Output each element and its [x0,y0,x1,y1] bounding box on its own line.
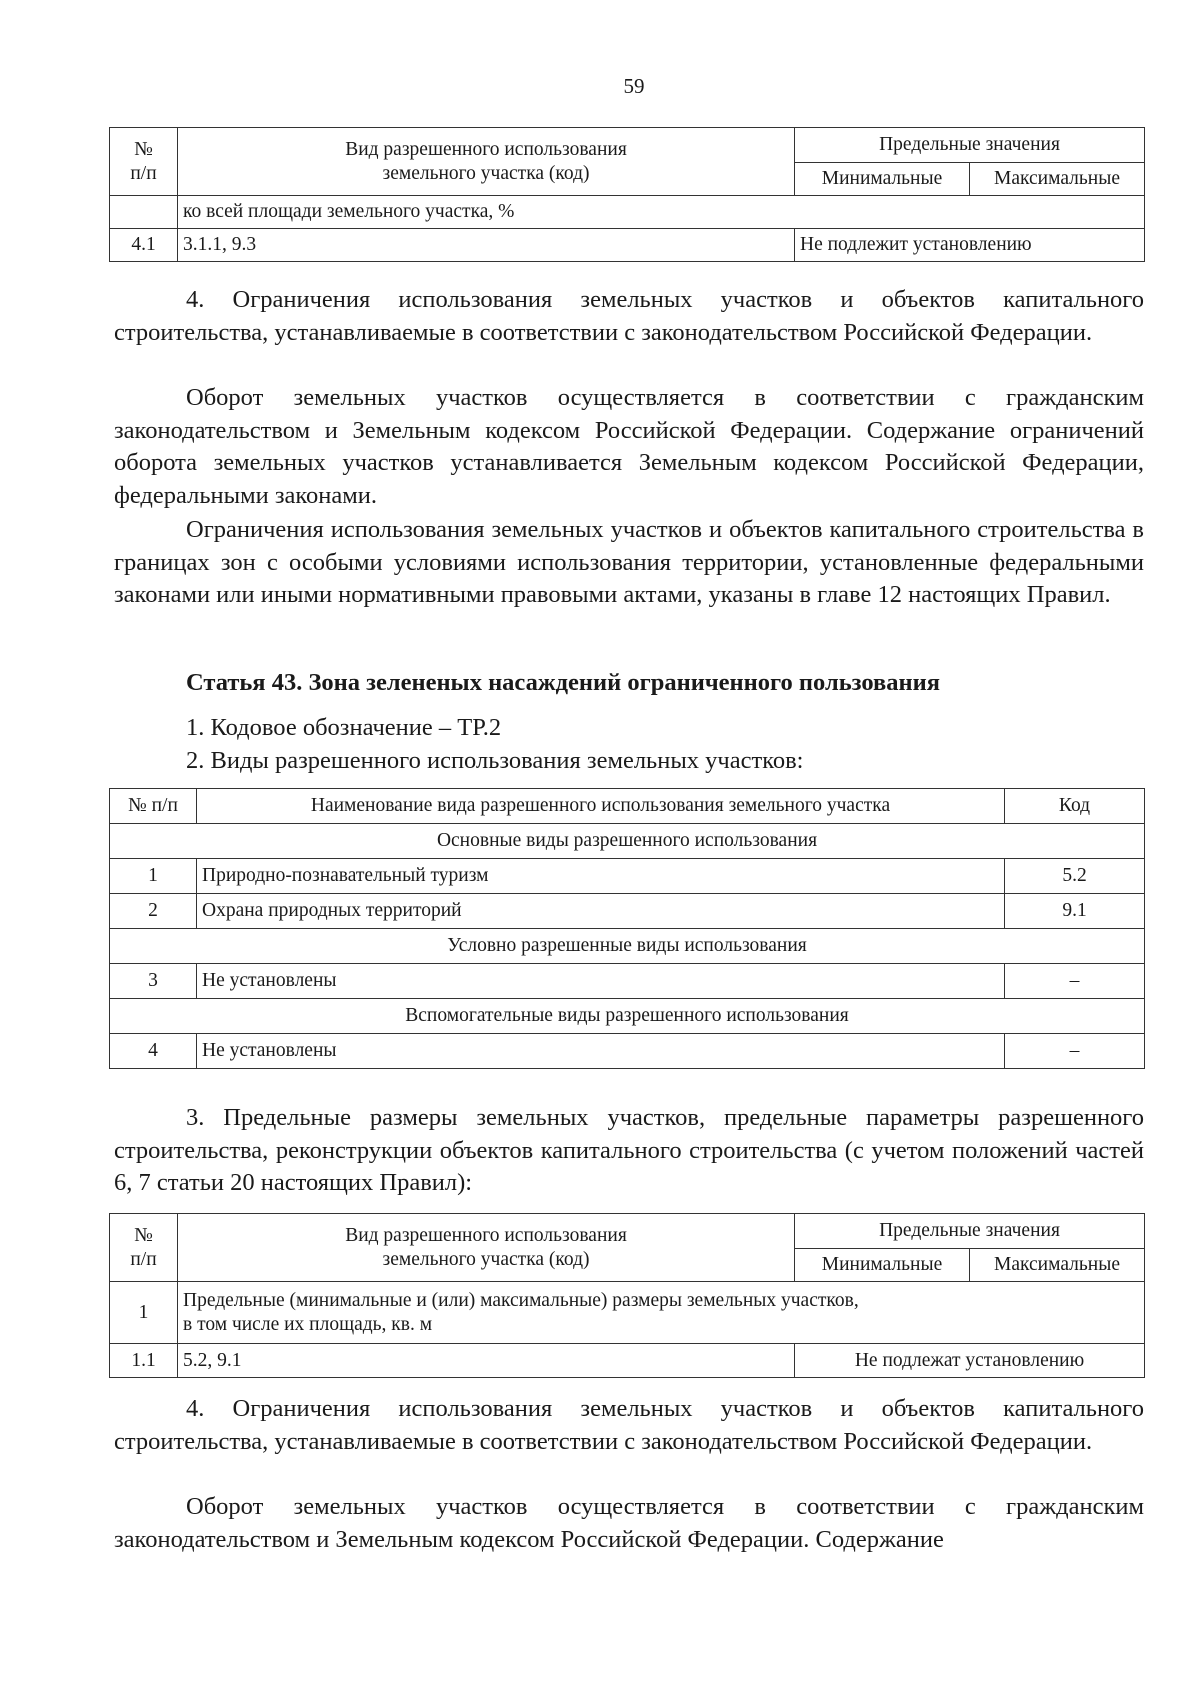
row-code: 5.2, 9.1 [178,1344,795,1378]
section-auxiliary: Вспомогательные виды разрешенного использования [110,999,1145,1034]
permitted-use-table [109,788,1145,1069]
limits-table [109,1213,1145,1378]
header-number: № п/п [110,789,197,824]
paragraph-restrictions: 4. Ограничения использования земельных участков и объектов капитального строительства, устанавливаемые в соответствии с законодательством Российской Федерации. [114,286,1144,346]
row-number: 2 [110,894,197,929]
row-number: 4 [110,1034,197,1069]
row-code: – [1005,964,1145,999]
header-kind: Вид разрешенного использования земельного участка (код) [178,1214,795,1282]
table-row [110,1034,1145,1069]
row-code: 9.1 [1005,894,1145,929]
header-max: Максимальные [970,163,1145,196]
row-code: 5.2 [1005,859,1145,894]
list-item-kinds: 2. Виды разрешенного использования земельных участков: [186,747,804,774]
row-name: Природно-познавательный туризм [197,859,1005,894]
paragraph-limit-sizes: 3. Предельные размеры земельных участков, предельные параметры разрешенного строительства, реконструкции объектов капитального строительства (с учетом положений частей 6, 7 статьи 20 настоящих Правил): [114,1104,1144,1196]
header-name: Наименование вида разрешенного использования земельного участка [197,789,1005,824]
row-name: Не установлены [197,1034,1005,1069]
page-number: 59 [623,74,645,98]
table-row [110,894,1145,929]
table-row [110,859,1145,894]
header-max: Максимальные [970,1249,1145,1282]
cell-empty [110,196,178,229]
table-row [110,964,1145,999]
paragraph-turnover: Оборот земельных участков осуществляется в соответствии с гражданским законодательством и Земельным кодексом Российской Федерации. Содержание ограничений оборота земельных участков устанавливается Земельным кодексом Российской Федерации, федеральными законами. [114,384,1144,509]
row-code: – [1005,1034,1145,1069]
row-number: 1 [110,1282,178,1344]
article-title: Статья 43. Зона зелененых насаждений ограниченного пользования [186,669,940,696]
paragraph-turnover-2: Оборот земельных участков осуществляется в соответствии с гражданским законодательством и Земельным кодексом Российской Федерации. Содержание [114,1493,1144,1553]
row-number: 3 [110,964,197,999]
header-code: Код [1005,789,1145,824]
paragraph-restrictions-2: 4. Ограничения использования земельных участков и объектов капитального строительства, устанавливаемые в соответствии с законодательством Российской Федерации. [114,1395,1144,1455]
row-description: Предельные (минимальные и (или) максимальные) размеры земельных участков, в том числе их площадь, кв. м [178,1282,1145,1344]
row-name: Не установлены [197,964,1005,999]
row-number: 4.1 [110,229,178,262]
row-number: 1.1 [110,1344,178,1378]
list-item-code: 1. Кодовое обозначение – ТР.2 [186,714,502,741]
section-conditional: Условно разрешенные виды использования [110,929,1145,964]
row-name: Охрана природных территорий [197,894,1005,929]
header-kind: Вид разрешенного использования земельного участка (код) [178,128,795,196]
row-value: Не подлежит установлению [795,229,1145,262]
row-continuation: ко всей площади земельного участка, % [178,196,1145,229]
header-min: Минимальные [795,163,970,196]
header-limits: Предельные значения [795,1214,1145,1249]
row-value: Не подлежат установлению [795,1344,1145,1378]
paragraph-zones: Ограничения использования земельных участков и объектов капитального строительства в границах зон с особыми условиями использования территории, установленные федеральными законами или иными нормативными правовыми актами, указаны в главе 12 настоящих Правил. [114,516,1144,608]
row-code: 3.1.1, 9.3 [178,229,795,262]
header-number: № п/п [110,1214,178,1282]
header-min: Минимальные [795,1249,970,1282]
section-main: Основные виды разрешенного использования [110,824,1145,859]
row-number: 1 [110,859,197,894]
header-limits: Предельные значения [795,128,1145,163]
header-number: № п/п [110,128,178,196]
limits-table-continued [109,127,1145,262]
